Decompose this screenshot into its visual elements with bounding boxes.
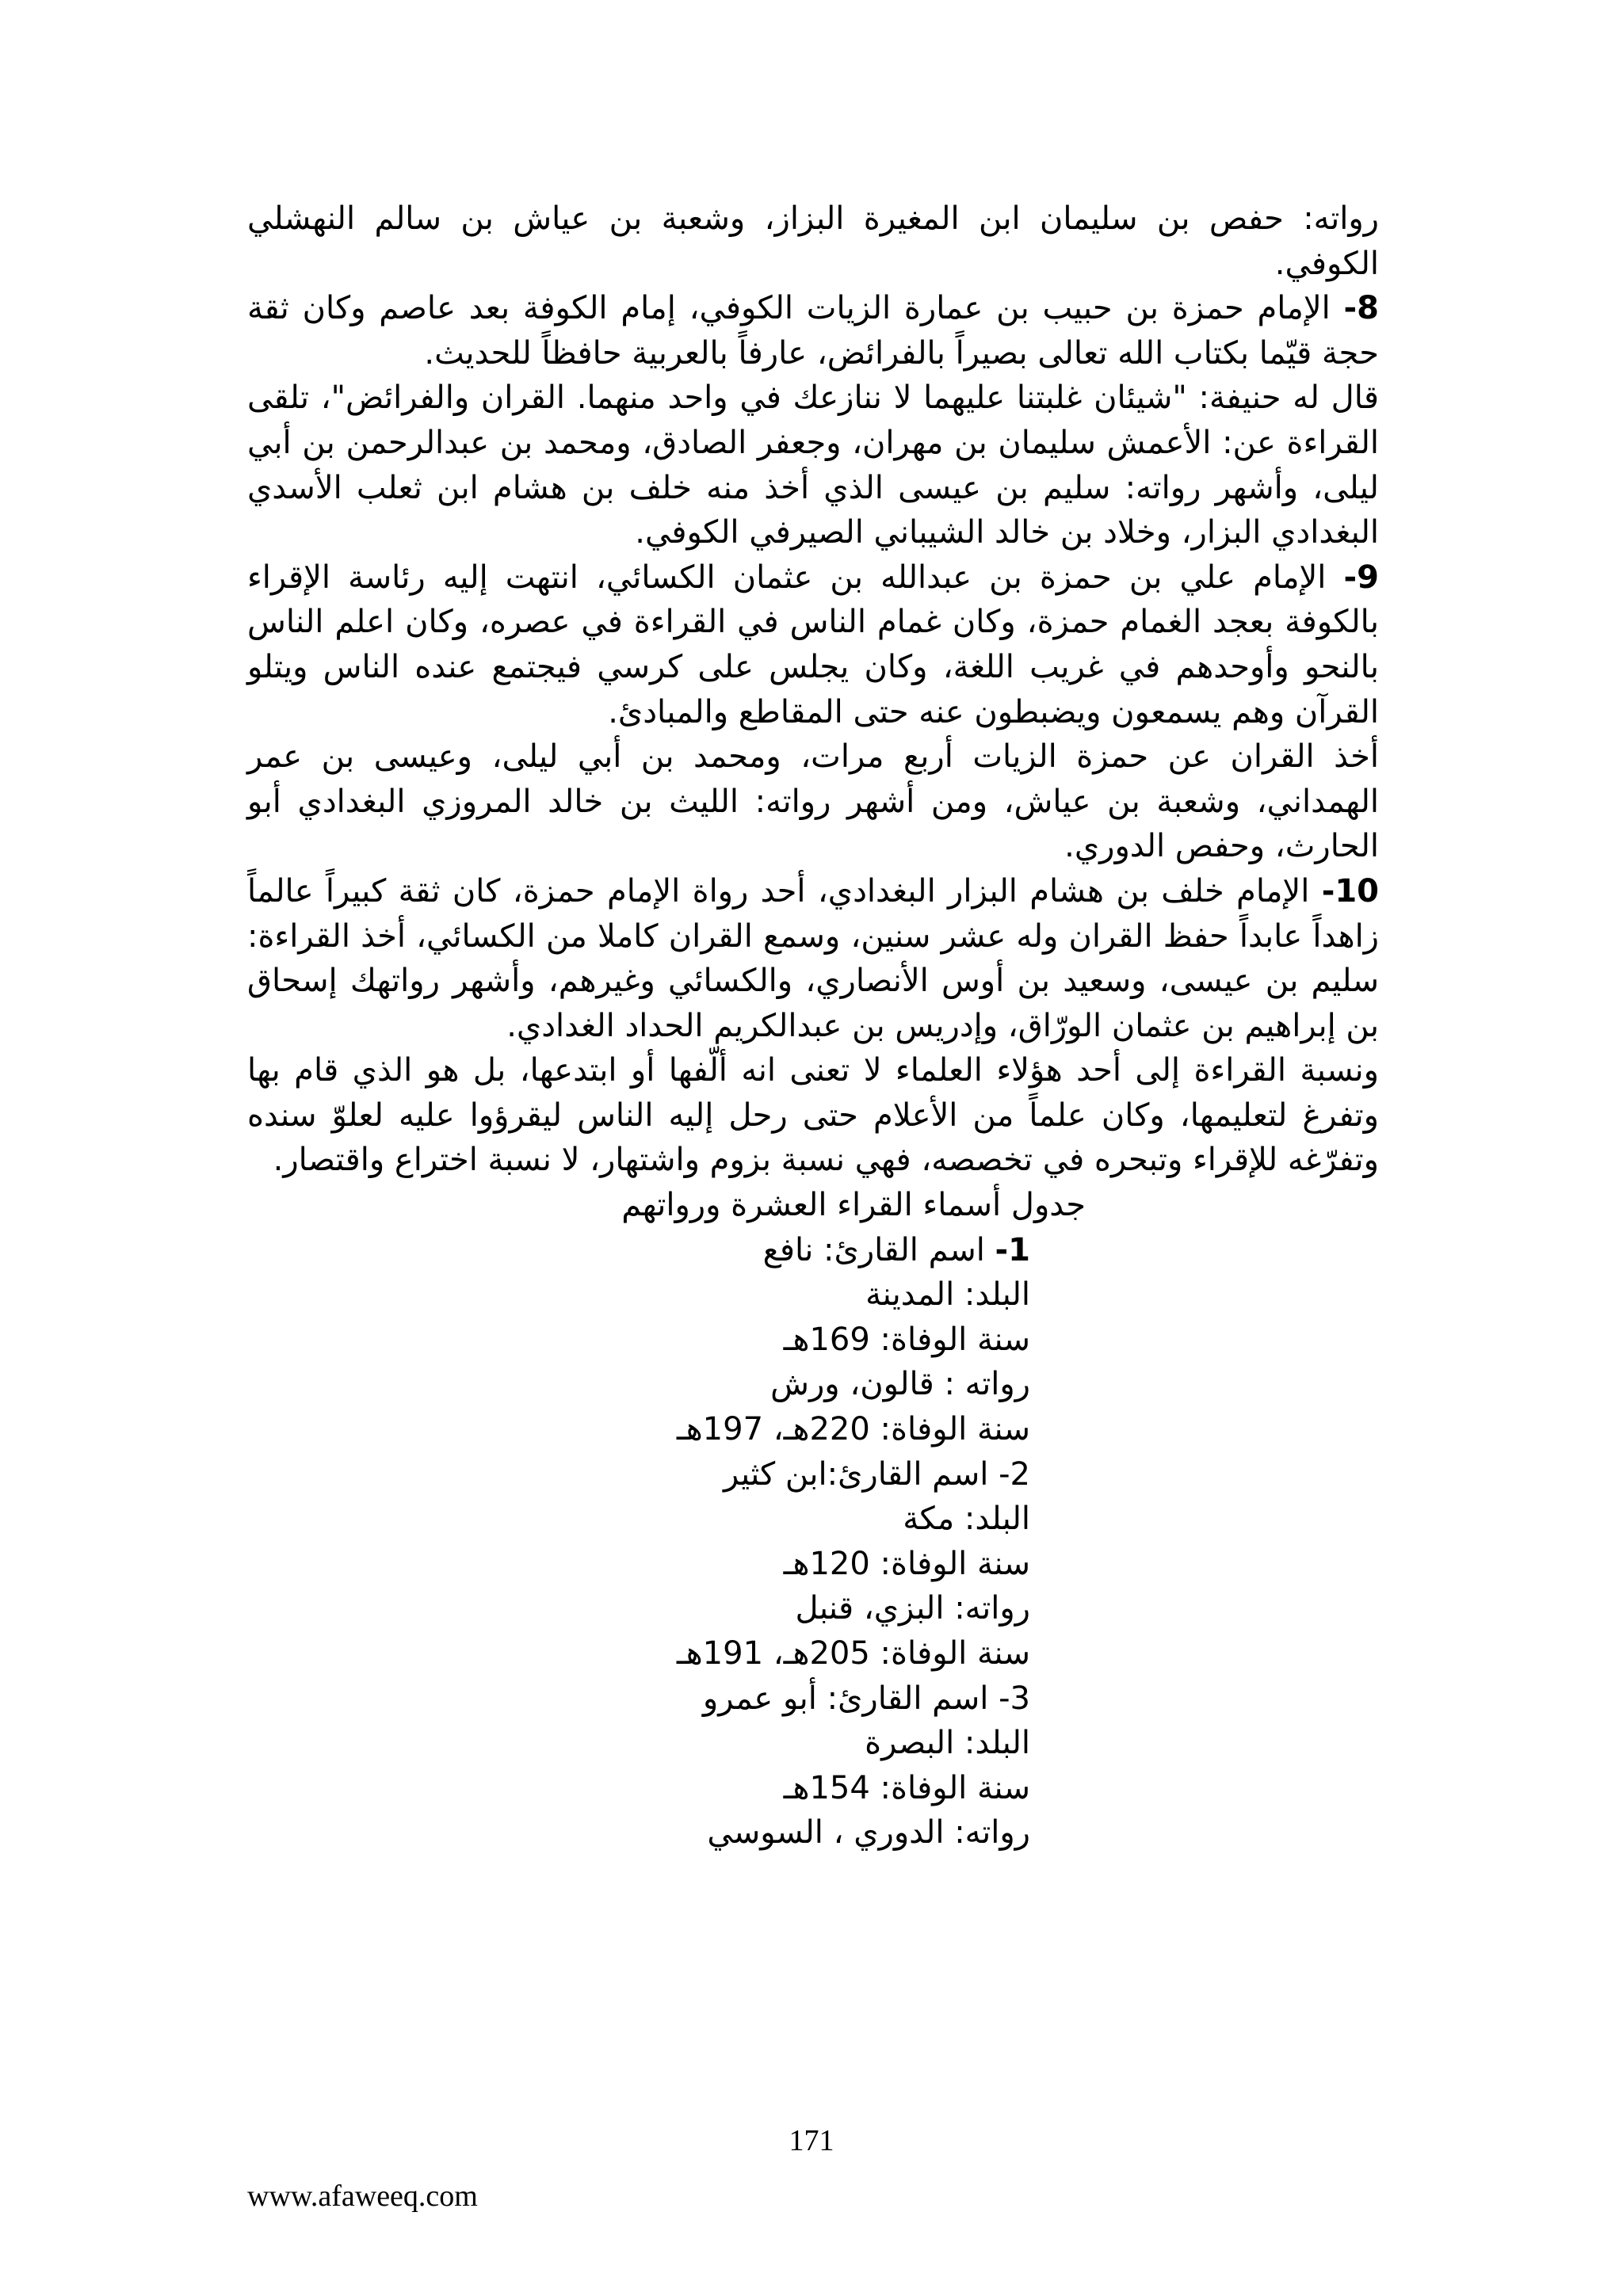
reader-death-year: سنة الوفاة: 154هـ	[783, 1769, 1030, 1806]
reader-entry	[247, 1452, 1379, 1676]
reader-city: البلد: البصرة	[865, 1725, 1030, 1762]
paragraph	[247, 1048, 1379, 1183]
readers-table	[247, 1183, 1379, 1855]
reader-name-line: 2- اسم القارئ:ابن كثير	[723, 1455, 1030, 1493]
reader-entry	[247, 1228, 1379, 1452]
reader-narrators: رواته: البزي، قنبل	[795, 1590, 1030, 1627]
reader-name-line: 3- اسم القارئ: أبو عمرو	[702, 1680, 1030, 1717]
reader-death-year: سنة الوفاة: 120هـ	[783, 1545, 1030, 1582]
paragraph	[247, 869, 1379, 1048]
reader-name-line	[247, 1228, 1030, 1273]
reader-narrators: رواته : قالون، ورش	[770, 1366, 1030, 1403]
page-number: 171	[789, 2124, 834, 2157]
paragraph-text: قال له حنيفة: "شيئان غلبتنا عليهما لا ننازعك في واحد منهما. القران والفرائض"، تلقى القراءة عن: الأعمش سليمان بن مهران، وجعفر الصادق، ومحمد بن عبدالرحمن بن أبي ليلى، وأشهر رواته: سليم بن عيسى الذي أخذ منه خلف بن هشام ابن ثعلب الأسدي البغدادي البزار، وخلاد بن خالد الشيباني الصيرفي الكوفي.	[247, 379, 1379, 551]
narrators-death-years: سنة الوفاة: 205هـ، 191هـ	[676, 1635, 1030, 1672]
paragraph-text: الإمام علي بن حمزة بن عبدالله بن عثمان الكسائي، انتهت إليه رئاسة الإقراء بالكوفة بعجد الغمام حمزة، وكان غمام الناس في القراءة في عصره، وكان اعلم الناس بالنحو وأوحدهم في غريب اللغة، وكان يجلس على كرسي فيجتمع عنده الناس ويتلو القرآن وهم يسمعون ويضبطون عنه حتى المقاطع والمبادئ.	[247, 559, 1379, 730]
paragraph-text: رواته: حفص بن سليمان ابن المغيرة البزاز، وشعبة بن عياش بن سالم النهشلي الكوفي.	[247, 200, 1379, 282]
paragraph	[247, 555, 1379, 734]
paragraph	[247, 376, 1379, 555]
website-link[interactable]: www.afaweeq.com	[247, 2180, 478, 2213]
item-number: 1-	[995, 1231, 1030, 1268]
paragraph	[247, 286, 1379, 376]
paragraph	[247, 734, 1379, 869]
body-text	[247, 196, 1379, 1183]
reader-name: اسم القارئ: نافع	[762, 1231, 995, 1268]
paragraph-text: ونسبة القراءة إلى أحد هؤلاء العلماء لا تعنى انه ألّفها أو ابتدعها، بل هو الذي قام بها وتفرغ لتعليمها، وكان علماً من الأعلام حتى رحل إليه الناس ليقرؤوا عليه لعلوّ سنده وتفرّغه للإقراء وتبحره في تخصصه، فهي نسبة بزوم واشتهار، لا نسبة اختراع واقتصار.	[247, 1052, 1379, 1179]
paragraph-text: أخذ القران عن حمزة الزيات أربع مرات، ومحمد بن أبي ليلى، وعيسى بن عمر الهمداني، وشعبة بن عياش، ومن أشهر رواته: الليث بن خالد المروزي البغدادي أبو الحارث، وحفص الدوري.	[247, 738, 1379, 865]
reader-narrators: رواته: الدوري ، السوسي	[707, 1814, 1030, 1852]
table-title: جدول أسماء القراء العشرة ورواتهم	[621, 1187, 1086, 1224]
paragraph-text: الإمام خلف بن هشام البزار البغدادي، أحد رواة الإمام حمزة، كان ثقة كبيراً عالماً زاهداً عابداً حفظ القران وله عشر سنين، وسمع القران كاملا من الكسائي، أخذ القراءة: سليم بن عيسى، وسعيد بن أوس الأنصاري، والكسائي وغيرهم، وأشهر رواتهك إسحاق بن إبراهيم بن عثمان الورّاق، وإدريس بن عبدالكريم الحداد الغدادي.	[247, 872, 1379, 1044]
narrators-death-years: سنة الوفاة: 220هـ، 197هـ	[676, 1411, 1030, 1448]
document-page	[247, 196, 1379, 1855]
paragraph-text: الإمام حمزة بن حبيب بن عمارة الزيات الكوفي، إمام الكوفة بعد عاصم وكان ثقة حجة قيّما بكتاب الله تعالى بصيراً بالفرائض، عارفاً بالعربية حافظاً للحديث.	[247, 290, 1379, 372]
item-number: 8-	[1343, 290, 1379, 327]
reader-city: البلد: مكة	[903, 1501, 1030, 1538]
reader-city: البلد: المدينة	[865, 1276, 1030, 1314]
reader-entry	[247, 1676, 1379, 1855]
item-number: 9-	[1343, 559, 1379, 596]
paragraph	[247, 196, 1379, 286]
reader-death-year: سنة الوفاة: 169هـ	[783, 1321, 1030, 1358]
item-number: 10-	[1321, 872, 1379, 910]
